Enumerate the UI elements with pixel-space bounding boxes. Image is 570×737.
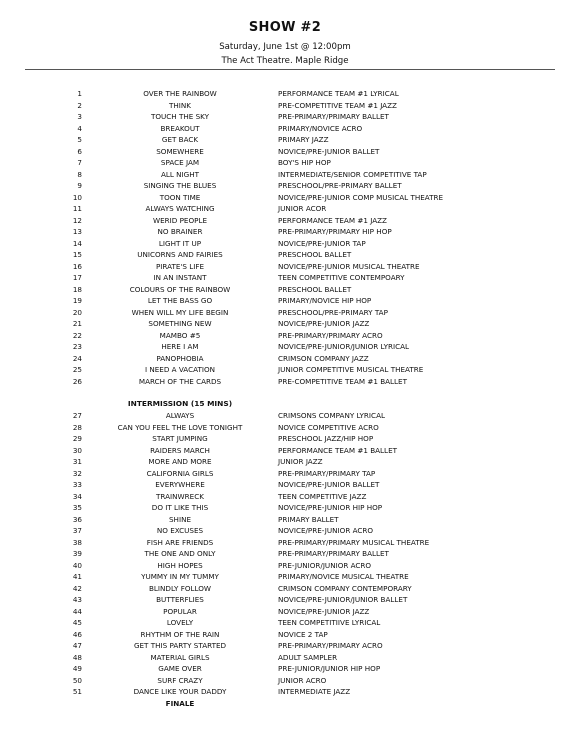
routine-number: 46 [72,629,82,639]
routine-song: CAN YOU FEEL THE LOVE TONIGHT [117,422,243,432]
show-date: Saturday, June 1st @ 12:00pm [219,42,351,52]
routine-class: NOVICE 2 TAP [278,629,328,639]
program-row [0,341,570,353]
program-row [0,548,570,560]
routine-class: PRIMARY JAZZ [278,135,329,144]
routine-class: BOY'S HIP HOP [278,158,331,167]
routine-song: THINK [168,100,191,110]
routine-song: WERID PEOPLE [153,215,207,225]
routine-class: PRESCHOOL BALLET [278,284,352,294]
program-row [0,134,570,146]
routine-number: 12 [72,215,82,225]
program-row [0,353,570,365]
routine-song: BUTTERFLIES [156,595,204,604]
program-row [0,261,570,273]
program-row [0,284,570,296]
routine-number: 32 [72,468,82,478]
program-row [0,180,570,192]
routine-song: ALL NIGHT [160,169,200,179]
routine-song: BLINDLY FOLLOW [149,583,211,593]
routine-song: PIRATE'S LIFE [155,261,205,271]
routine-song: YUMMY IN MY TUMMY [141,572,219,581]
program-row [0,169,570,181]
finale-row [0,698,570,710]
routine-song: GET BACK [161,135,199,144]
routine-class: NOVICE/PRE-JUNIOR BALLET [278,480,380,489]
routine-number: 13 [72,227,82,236]
routine-song: RAIDERS MARCH [150,445,210,455]
routine-class: TEEN COMPETITIVE JAZZ [278,491,367,501]
program-row [0,88,570,100]
routine-class: INTERMEDIATE/SENIOR COMPETITIVE TAP [278,169,427,179]
routine-number: 9 [77,181,82,190]
routine-class: NOVICE/PRE-JUNIOR JAZZ [278,319,370,328]
routine-song: TOON TIME [159,192,201,202]
routine-class: PRIMARY/NOVICE HIP HOP [278,296,372,305]
routine-song: TRAINWRECK [156,491,204,501]
program-row [0,364,570,376]
routine-number: 2 [77,100,82,110]
program-row [0,376,570,388]
program-row [0,295,570,307]
routine-number: 37 [72,526,82,535]
program-row [0,111,570,123]
routine-class: PERFORMANCE TEAM #1 BALLET [278,445,397,455]
routine-class: CRIMSON COMPANY JAZZ [278,353,369,363]
routine-song: GET THIS PARTY STARTED [133,641,227,650]
routine-number: 3 [77,112,82,121]
routine-song: HERE I AM [161,342,199,351]
routine-number: 29 [72,434,82,443]
routine-song: MAMBO #5 [159,330,201,340]
program-row [0,629,570,641]
program-row [0,663,570,675]
routine-class: CRIMSONS COMPANY LYRICAL [278,411,385,420]
program-row [0,640,570,652]
routine-class: PRIMARY BALLET [278,514,339,524]
routine-class: TEEN COMPETITIVE CONTEMPOARY [278,273,405,282]
routine-class: JUNIOR ACRO [278,675,327,685]
routine-number: 11 [72,204,82,213]
spacer [0,387,570,397]
routine-class: PRESCHOOL JAZZ/HIP HOP [278,434,374,443]
program-row [0,491,570,503]
routine-class: NOVICE/PRE-JUNIOR ACRO [278,526,374,535]
routine-number: 15 [72,250,82,259]
program-row [0,514,570,526]
program-row [0,560,570,572]
routine-number: 49 [72,664,82,673]
program-row [0,468,570,480]
program-row [0,537,570,549]
program-row [0,445,570,457]
program-row [0,146,570,158]
program-row [0,318,570,330]
routine-number: 19 [72,296,82,305]
program-row [0,330,570,342]
routine-number: 20 [72,307,82,317]
program-row [0,410,570,422]
program-row [0,157,570,169]
routine-class: PRESCHOOL/PRE-PRIMARY BALLET [278,181,402,190]
routine-song: SHINE [168,514,191,524]
routine-class: PRE-PRIMARY/PRIMARY BALLET [278,549,389,558]
routine-song: NO BRAINER [157,227,203,236]
routine-class: NOVICE/PRE-JUNIOR HIP HOP [278,503,383,512]
header-divider [25,69,555,70]
routine-number: 24 [72,353,82,363]
routine-song: START JUMPING [152,434,208,443]
routine-song: PANOPHOBIA [156,353,204,363]
program-row [0,686,570,698]
routine-class: PRE-COMPETITIVE TEAM #1 BALLET [278,376,407,386]
routine-number: 48 [72,652,82,662]
routine-song: WHEN WILL MY LIFE BEGIN [131,307,229,317]
routine-class: PRESCHOOL BALLET [278,250,352,259]
routine-song: RHYTHM OF THE RAIN [140,629,220,639]
program-part-1 [0,88,570,387]
routine-song: GAME OVER [158,664,202,673]
program-row [0,422,570,434]
routine-class: PRE-PRIMARY/PRIMARY TAP [278,468,376,478]
routine-number: 10 [72,192,82,202]
program-row [0,606,570,618]
routine-class: NOVICE/PRE-JUNIOR COMP MUSICAL THEATRE [278,192,444,202]
routine-song: NO EXCUSES [156,526,204,535]
routine-song: SURF CRAZY [157,675,203,685]
routine-number: 28 [72,422,82,432]
routine-song: OVER THE RAINBOW [143,89,217,98]
routine-class: PRE-PRIMARY/PRIMARY HIP HOP [278,227,392,236]
routine-class: NOVICE/PRE-JUNIOR/JUNIOR BALLET [278,595,408,604]
routine-class: NOVICE/PRE-JUNIOR BALLET [278,146,380,156]
routine-song: POPULAR [163,606,197,616]
program-row [0,525,570,537]
routine-number: 44 [72,606,82,616]
program-row [0,192,570,204]
routine-number: 35 [72,503,82,512]
routine-number: 47 [72,641,82,650]
routine-class: JUNIOR COMPETITIVE MUSICAL THEATRE [278,365,424,374]
program-row [0,502,570,514]
routine-number: 34 [72,491,82,501]
routine-class: PRE-PRIMARY/PRIMARY MUSICAL THEATRE [278,537,430,547]
routine-class: INTERMEDIATE JAZZ [278,687,351,696]
routine-number: 25 [72,365,82,374]
program-row [0,433,570,445]
routine-class: PRESCHOOL/PRE-PRIMARY TAP [278,307,388,317]
show-venue: The Act Theatre. Maple Ridge [221,56,349,66]
finale-label: FINALE [165,698,195,708]
intermission-label: INTERMISSION (15 MINS) [127,399,233,408]
routine-number: 4 [77,123,82,133]
routine-song: ALWAYS WATCHING [145,204,215,213]
routine-song: FISH ARE FRIENDS [146,537,214,547]
routine-class: NOVICE/PRE-JUNIOR MUSICAL THEATRE [278,261,420,271]
program-row [0,249,570,261]
routine-number: 7 [77,158,82,167]
routine-number: 21 [72,319,82,328]
routine-song: MORE AND MORE [148,457,212,466]
routine-number: 14 [72,238,82,248]
routine-class: PRE-JUNIOR/JUNIOR ACRO [278,560,372,570]
routine-number: 38 [72,537,82,547]
routine-number: 31 [72,457,82,466]
program-row [0,652,570,664]
routine-song: MATERIAL GIRLS [150,652,210,662]
routine-class: NOVICE/PRE-JUNIOR TAP [278,238,366,248]
routine-number: 36 [72,514,82,524]
routine-song: I NEED A VACATION [144,365,216,374]
program-row [0,215,570,227]
routine-number: 50 [72,675,82,685]
routine-number: 22 [72,330,82,340]
routine-number: 5 [77,135,82,144]
show-title: SHOW #2 [248,20,322,35]
routine-song: ALWAYS [165,411,195,420]
routine-class: NOVICE COMPETITIVE ACRO [278,422,379,432]
routine-number: 1 [77,89,82,98]
program-row [0,583,570,595]
routine-song: SPACE JAM [160,158,200,167]
program-row [0,456,570,468]
routine-class: JUNIOR ACOR [278,204,327,213]
routine-class: PRE-JUNIOR/JUNIOR HIP HOP [278,664,381,673]
program-row [0,272,570,284]
routine-number: 17 [72,273,82,282]
routine-song: UNICORNS AND FAIRIES [137,250,223,259]
routine-song: DANCE LIKE YOUR DADDY [133,687,227,696]
routine-number: 18 [72,284,82,294]
routine-class: PRE-COMPETITIVE TEAM #1 JAZZ [278,100,397,110]
routine-class: PRE-PRIMARY/PRIMARY BALLET [278,112,389,121]
routine-class: PRE-PRIMARY/PRIMARY ACRO [278,330,383,340]
routine-number: 8 [77,169,82,179]
routine-song: SOMEWHERE [156,146,204,156]
routine-number: 27 [72,411,82,420]
program-row [0,675,570,687]
routine-song: LIGHT IT UP [158,238,202,248]
routine-class: TEEN COMPETITIIVE LYRICAL [278,618,381,627]
program-list [0,88,570,709]
routine-song: DO IT LIKE THIS [151,503,209,512]
routine-class: JUNIOR JAZZ [278,457,323,466]
routine-number: 42 [72,583,82,593]
routine-class: PRIMARY/NOVICE ACRO [278,123,363,133]
program-row [0,238,570,250]
routine-number: 45 [72,618,82,627]
routine-class: PERFORMANCE TEAM #1 JAZZ [278,215,387,225]
program-row [0,307,570,319]
routine-class: NOVICE/PRE-JUNIOR JAZZ [278,606,370,616]
routine-number: 51 [72,687,82,696]
program-row [0,203,570,215]
routine-song: MARCH OF THE CARDS [138,376,222,386]
routine-number: 16 [72,261,82,271]
routine-number: 41 [72,572,82,581]
program-row [0,617,570,629]
routine-class: PRIMARY/NOVICE MUSICAL THEATRE [278,572,409,581]
routine-class: PERFORMANCE TEAM #1 LYRICAL [278,89,399,98]
program-row [0,594,570,606]
routine-number: 26 [72,376,82,386]
routine-song: IN AN INSTANT [153,273,207,282]
routine-song: LET THE BASS GO [147,296,213,305]
routine-song: HIGH HOPES [157,560,203,570]
routine-class: NOVICE/PRE-JUNIOR/JUNIOR LYRICAL [278,342,410,351]
routine-song: BREAKOUT [160,123,200,133]
routine-class: CRIMSON COMPANY CONTEMPORARY [278,583,412,593]
routine-number: 30 [72,445,82,455]
routine-song: SOMETHING NEW [148,319,212,328]
routine-song: EVERYWHERE [155,480,205,489]
routine-song: CALIFORNIA GIRLS [146,468,214,478]
routine-number: 43 [72,595,82,604]
routine-song: LOVELY [166,618,194,627]
routine-song: SINGING THE BLUES [143,181,217,190]
program-row [0,100,570,112]
program-part-2 [0,410,570,698]
program-row [0,226,570,238]
routine-class: PRE-PRIMARY/PRIMARY ACRO [278,641,383,650]
intermission-row [0,397,570,410]
routine-song: COLOURS OF THE RAINBOW [129,284,231,294]
program-row [0,123,570,135]
routine-number: 23 [72,342,82,351]
routine-number: 6 [77,146,82,156]
routine-class: ADULT SAMPLER [278,652,338,662]
routine-number: 40 [72,560,82,570]
routine-song: TOUCH THE SKY [150,112,210,121]
routine-number: 39 [72,549,82,558]
program-row [0,571,570,583]
routine-number: 33 [72,480,82,489]
routine-song: THE ONE AND ONLY [144,549,216,558]
program-row [0,479,570,491]
